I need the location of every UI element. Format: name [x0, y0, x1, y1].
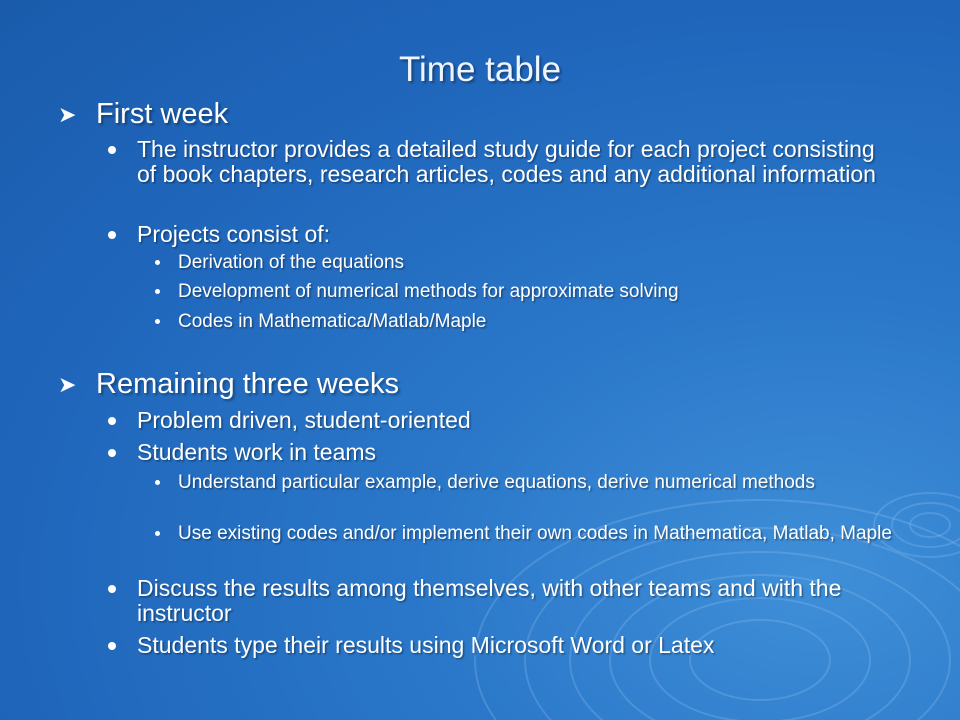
round-bullet-icon [108, 231, 116, 239]
small-round-bullet-icon [155, 319, 160, 324]
small-round-bullet-icon [155, 260, 160, 265]
arrow-right-icon: ➤ [58, 101, 77, 127]
section-first-week [58, 98, 228, 131]
section-remaining-three-weeks [58, 368, 399, 401]
slide: Time table ➤ First week The instructor provides a detailed study guide for each project consisting of book chapters, research articles, codes and any additional information Projects consist of: Derivation of the equations Development of numerical methods for approximate solving Codes in Mathematica/Matlab/Maple ➤ Remaining three weeks Problem driven, student-oriented Students work in teams Understand particular example, derive equations, derive numerical methods Use existing codes and/or implement their own codes in Mathematica, Matlab, Maple Discuss the results among themselves, with other teams and with the instructor Students type their results using Microsoft Word or Latex [0, 0, 960, 720]
arrow-right-icon: ➤ [58, 371, 77, 397]
small-round-bullet-icon [155, 531, 160, 536]
round-bullet-icon [108, 146, 116, 154]
round-bullet-icon [108, 642, 116, 650]
round-bullet-icon [108, 585, 116, 593]
slide-title: Time table [398, 50, 562, 89]
round-bullet-icon [108, 449, 116, 457]
section-title: First week [96, 98, 229, 130]
round-bullet-icon [108, 417, 116, 425]
small-round-bullet-icon [155, 480, 160, 485]
section-title: Remaining three weeks [96, 368, 400, 400]
small-round-bullet-icon [155, 289, 160, 294]
